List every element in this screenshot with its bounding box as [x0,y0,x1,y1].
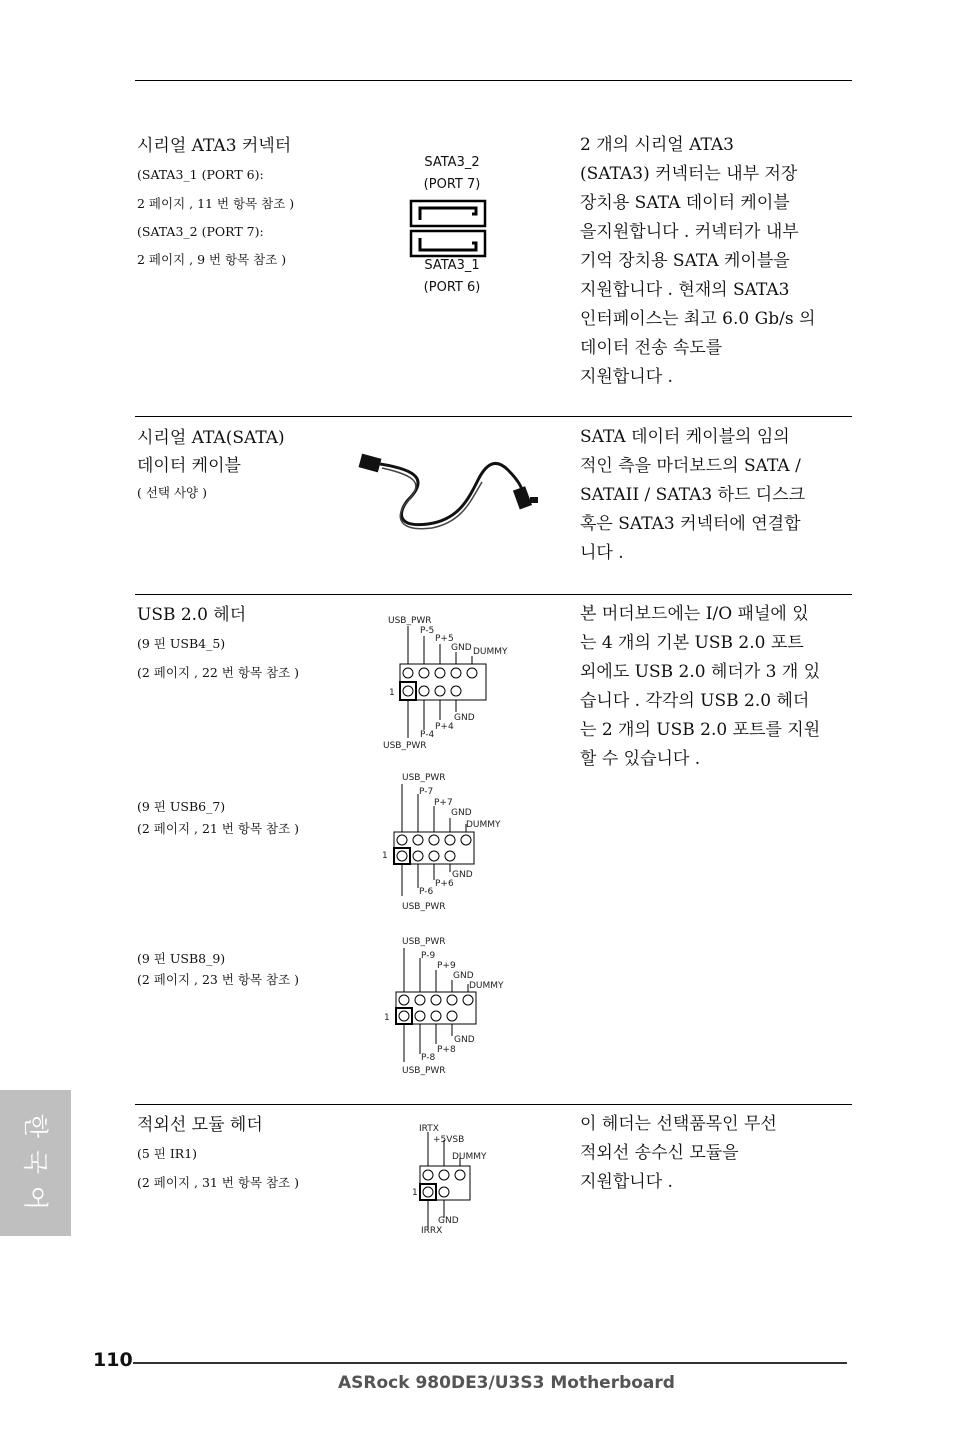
desc-line: (SATA3) 커넥터는 내부 저장 [580,164,798,184]
sata3-sub-3: (SATA3_2 (PORT 7): [137,224,264,239]
desc-line: 는 4 개의 기본 USB 2.0 포트 [580,633,804,653]
ir-5vsb: +5VSB [433,1135,465,1145]
sata3-2-label: SATA3_2 [424,155,480,170]
desc-line: SATAII / SATA3 하드 디스크 [580,485,806,505]
usb45-pwr-bot: USB_PWR [383,741,427,751]
cable-title-1: 시리얼 ATA(SATA) [137,428,285,448]
cable-title-2: 데이터 케이블 [137,456,241,476]
usb67-gnd-top: GND [451,808,472,818]
sata3-title: 시리얼 ATA3 커넥터 [137,136,292,156]
usb89-sub-1: (9 핀 USB8_9) [137,951,226,966]
usb89-header-diagram [388,944,480,1064]
sata3-description [580,131,815,392]
ir-pin1: 1 [412,1188,418,1198]
cable-description [580,423,805,568]
desc-line: 는 2 개의 USB 2.0 포트를 지원 [580,720,821,740]
usb67-pplus-top: P+7 [434,798,453,808]
usb45-p-bot: P-4 [420,730,435,740]
desc-line: 니다 . [580,543,624,563]
usb67-sub-2: (2 페이지 , 21 번 항목 참조 ) [137,821,299,836]
usb67-pwr-bot: USB_PWR [402,902,446,912]
desc-line: SATA 데이터 케이블의 임의 [580,427,790,447]
ir-description [580,1110,777,1197]
usb89-pwr-bot: USB_PWR [402,1066,446,1076]
sata3-1-port-label: (PORT 6) [423,280,481,295]
ir-irrx: IRRX [421,1226,443,1236]
sata3-connector-diagram [410,200,490,260]
usb89-pwr-top: USB_PWR [402,937,446,947]
usb45-gnd-top: GND [451,643,472,653]
desc-line: 적외선 송수신 모듈을 [580,1143,739,1163]
desc-line: 외에도 USB 2.0 헤더가 3 개 있 [580,662,821,682]
usb67-sub-1: (9 핀 USB6_7) [137,799,226,814]
desc-line: 지원합니다 . 현재의 SATA3 [580,280,790,300]
usb89-p-bot: P-8 [421,1053,436,1063]
desc-line: 을지원합니다 . 커넥터가 내부 [580,222,799,242]
usb45-dummy: DUMMY [473,647,508,657]
desc-line: 인터페이스는 최고 6.0 Gb/s 의 [580,309,816,329]
desc-line: 이 헤더는 선택품목인 무선 [580,1114,777,1134]
usb45-p-top: P-5 [420,626,435,636]
usb89-sub-2: (2 페이지 , 23 번 항목 참조 ) [137,972,299,987]
ir-sub-1: (5 핀 IR1) [137,1146,198,1161]
side-char: 한 [21,1113,50,1139]
usb45-pplus-bot: P+4 [435,722,454,732]
usb67-pwr-top: USB_PWR [402,773,446,783]
usb67-dummy: DUMMY [466,820,501,830]
usb89-p-top: P-9 [421,951,436,961]
footer-text: ASRock 980DE3/U3S3 Motherboard [338,1373,675,1393]
desc-line: 할 수 있습니다 . [580,749,701,769]
desc-line: 지원합니다 . [580,1172,673,1192]
sata3-1-label: SATA3_1 [424,258,480,273]
usb67-gnd-bot: GND [452,870,473,880]
side-char: 어 [21,1185,50,1211]
usb89-dummy: DUMMY [469,981,504,991]
usb89-gnd-bot: GND [454,1035,475,1045]
language-side-label [20,1108,50,1216]
section-divider [135,594,852,595]
ir-dummy: DUMMY [452,1152,487,1162]
sata3-2-port-label: (PORT 7) [423,177,481,192]
section-divider [135,416,852,417]
page-number: 110 [93,1349,133,1371]
usb67-pin1: 1 [382,851,388,861]
usb67-pplus-bot: P+6 [435,879,454,889]
footer-rule [133,1362,847,1364]
usb89-pplus-bot: P+8 [437,1045,456,1055]
desc-line: 적인 측을 마더보드의 SATA / [580,456,801,476]
usb45-sub-1: (9 핀 USB4_5) [137,636,226,651]
usb67-p-top: P-7 [419,787,434,797]
section-divider [135,1104,852,1105]
sata3-sub-2: 2 페이지 , 11 번 항목 참조 ) [137,196,295,211]
desc-line: 데이터 전송 속도를 [580,338,723,358]
sata3-sub-4: 2 페이지 , 9 번 항목 참조 ) [137,252,287,267]
usb45-gnd-bot: GND [454,713,475,723]
desc-line: 장치용 SATA 데이터 케이블 [580,193,790,213]
ir-sub-2: (2 페이지 , 31 번 항목 참조 ) [137,1175,299,1190]
usb45-pplus-top: P+5 [435,634,454,644]
cable-sub: ( 선택 사양 ) [137,485,207,500]
side-char: 국 [21,1149,50,1175]
usb89-pin1: 1 [384,1013,390,1023]
sata3-sub-1: (SATA3_1 (PORT 6): [137,167,264,182]
usb89-pplus-top: P+9 [437,961,456,971]
usb45-pin1: 1 [389,688,395,698]
desc-line: 본 머더보드에는 I/O 패널에 있 [580,604,809,624]
desc-line: 습니다 . 각각의 USB 2.0 헤더 [580,691,810,711]
ir-irtx: IRTX [419,1124,439,1134]
desc-line: 혹은 SATA3 커넥터에 연결합 [580,514,801,534]
usb89-gnd-top: GND [453,971,474,981]
desc-line: 기억 장치용 SATA 케이블을 [580,251,790,271]
usb45-sub-2: (2 페이지 , 22 번 항목 참조 ) [137,665,299,680]
usb-description [580,600,820,774]
ir-title: 적외선 모듈 헤더 [137,1115,263,1135]
top-rule [135,80,852,81]
sata-cable-image [358,440,548,532]
desc-line: 지원합니다 . [580,367,673,387]
usb67-p-bot: P-6 [419,887,434,897]
desc-line: 2 개의 시리얼 ATA3 [580,135,734,155]
usb45-pwr-top: USB_PWR [388,616,432,626]
ir-gnd: GND [438,1216,459,1226]
usb67-header-diagram [388,780,480,900]
usb-title: USB 2.0 헤더 [137,605,247,625]
